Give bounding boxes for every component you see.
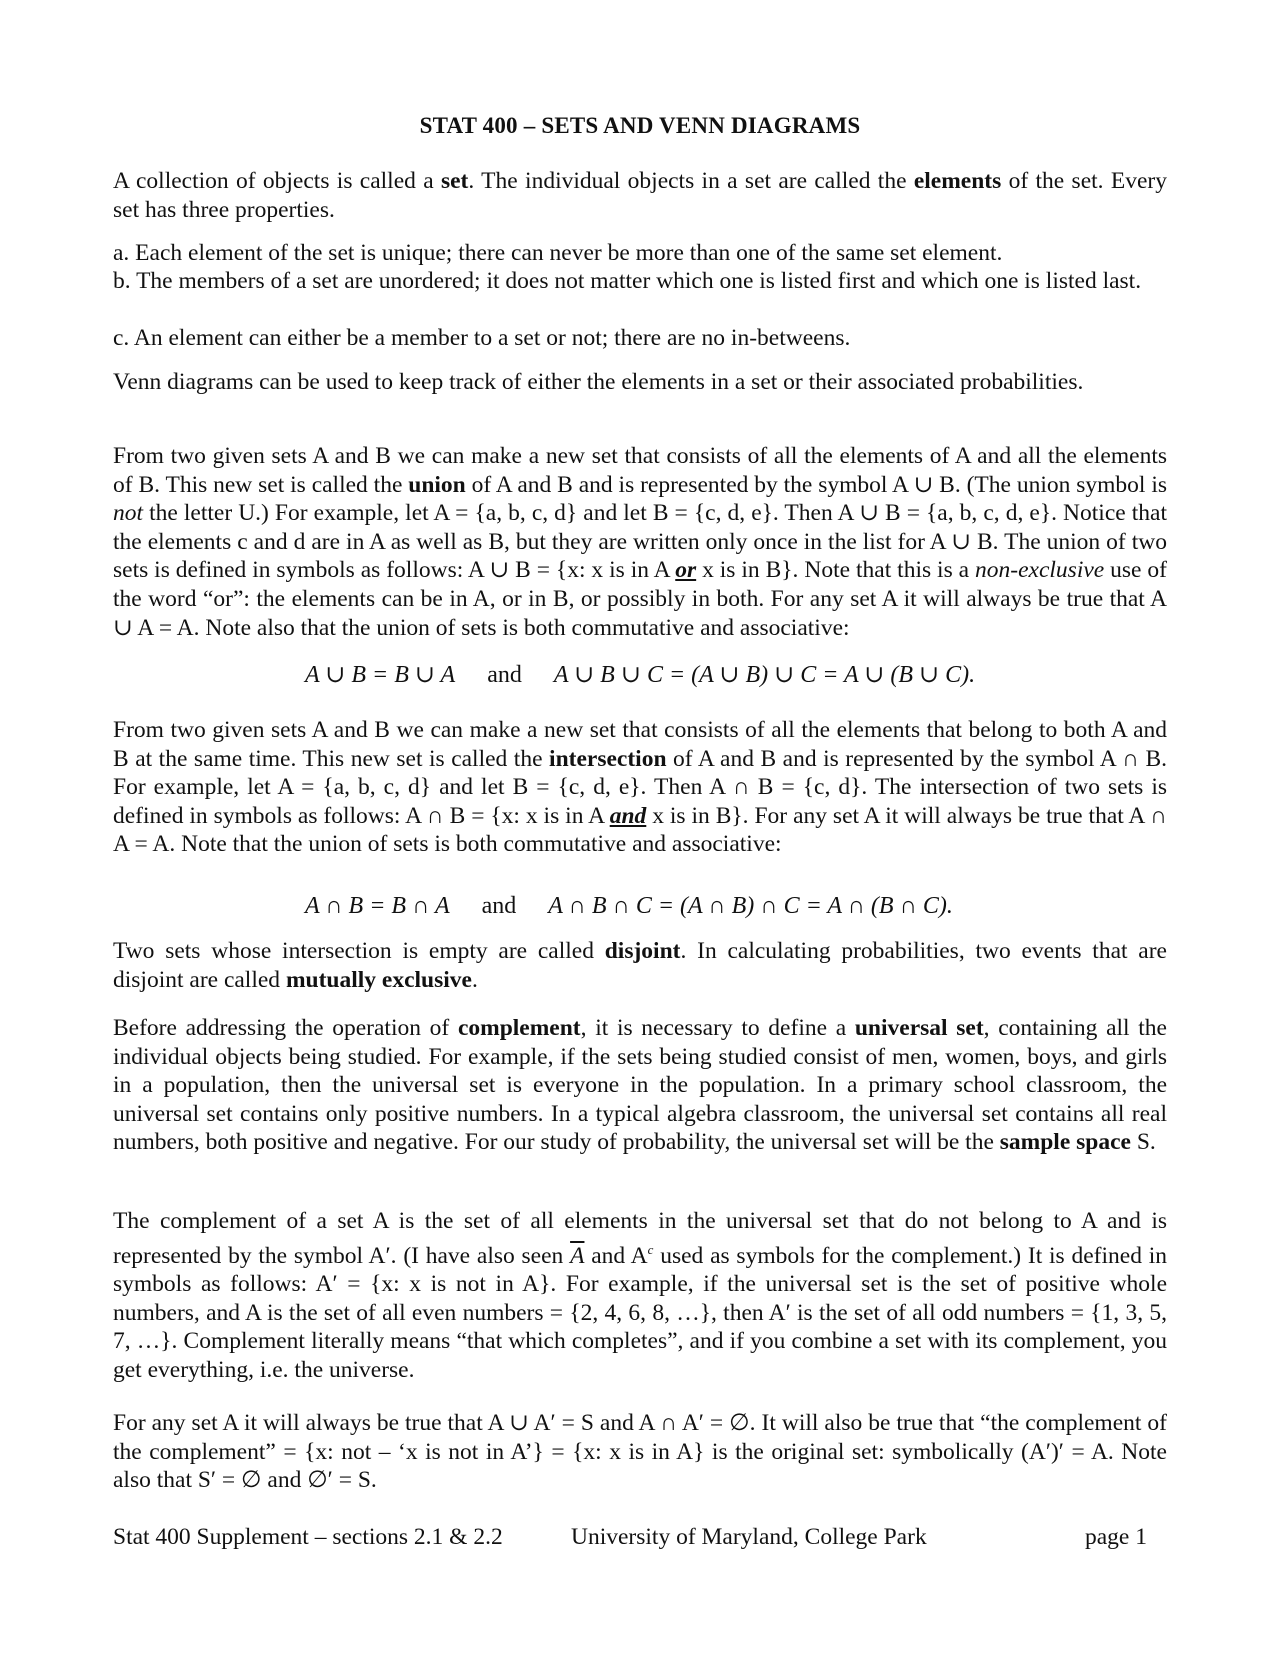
- intersection-text-3: x is in B}. For any set A it will always be true that A ∩ A = A. Note that the union of sets is both commutative and associative:: [113, 802, 1167, 858]
- property-b: b. The members of a set are unordered; it does not matter which one is listed first and which one is listed last.: [113, 268, 1142, 294]
- intersection-eq-right: A ∩ B ∩ C = (A ∩ B) ∩ C = A ∩ (B ∩ C).: [548, 893, 953, 919]
- union-nonexclusive: non-exclusive: [975, 557, 1105, 584]
- universal-text-4: S.: [1130, 1129, 1156, 1156]
- final-paragraph: For any set A it will always be true that A ∪ A′ = S and A ∩ A′ = ∅. It will also be true that “the complement of the complement” = {x: not – ‘x is not in A’} = {x: x is in A} is the original set: symbolically (A′)′ = A. Note also that S′ = ∅ and ∅′ = S.: [113, 1410, 1167, 1494]
- property-a: a. Each element of the set is unique; there can never be more than one of the same set element.: [113, 240, 1003, 266]
- union-paragraph: [113, 442, 1167, 642]
- union-text-2: of A and B and is represented by the symbol A ∪ B. (The union symbol is: [465, 471, 1167, 498]
- footer-page-number: page 1: [1085, 1524, 1147, 1550]
- term-intersection: intersection: [549, 745, 667, 772]
- term-disjoint: disjoint: [604, 938, 681, 964]
- complement-text-3: used as symbols for the complement.) It is defined in symbols as follows: A′ = {x: x is not in A}. For example, if the universal set is the set of positive whole numbers, and A is the set of all even numbers = {2, 4, 6, 8, …}, then A′ is the set of all odd numbers = {1, 3, 5, 7, …}. Complement literally means “that which completes”, and if you combine a set with its complement, you get everything, i.e. the universe.: [113, 1242, 1168, 1383]
- universal-text-3: , containing all the individual objects being studied. For example, if the sets being studied consist of men, women, boys, and girls in a population, then the universal set is everyone in the population. In a primary school classroom, the universal set contains only positive numbers. In a typical algebra classroom, the universal set contains all real numbers, both positive and negative. For our study of probability, the universal set will be the: [113, 1015, 1167, 1156]
- intersection-and-word: and: [609, 802, 647, 829]
- union-eq-and: and: [487, 662, 522, 688]
- intro-text-3: of the set. Every set has three properties.: [113, 168, 1167, 223]
- union-not-word: not: [113, 500, 144, 527]
- term-sample-space: sample space: [999, 1129, 1131, 1156]
- intersection-eq-left: A ∩ B = B ∩ A: [305, 893, 450, 919]
- intersection-eq-and: and: [481, 893, 517, 919]
- union-eq-right: A ∪ B ∪ C = (A ∪ B) ∪ C = A ∪ (B ∪ C).: [553, 662, 976, 688]
- intersection-equation: [305, 891, 953, 921]
- term-elements: elements: [913, 168, 1002, 194]
- union-text-3: the letter U.) For example, let A = {a, b, c, d} and let B = {c, d, e}. Then A ∪ B = {a, b, c, d, e}. Notice that the elements c and d are in A as well as B, but they are written only once in the list for A ∪ B. The union of two sets is defined in symbols as follows: A ∪ B = {x: x is in A: [113, 500, 1167, 584]
- disjoint-text-2: . In calculating probabilities, two events that are disjoint are called: [113, 938, 1167, 993]
- union-eq-left: A ∪ B = B ∪ A: [305, 662, 456, 688]
- term-set: set: [440, 168, 469, 194]
- complement-paragraph: [113, 1207, 1167, 1384]
- union-text-5: use of the word “or”: the elements can be in A, or in B, or possibly in both. For any set A it will always be true that A ∪ A = A. Note also that the union of sets is both commutative and associative:: [113, 557, 1167, 641]
- union-text-4: x is in B}. Note that this is a: [696, 557, 976, 584]
- complement-text-1: The complement of a set A is the set of all elements in the universal set that do not belong to A and is represented by the symbol A′. (I have also seen: [113, 1208, 1167, 1269]
- union-text-1: From two given sets A and B we can make a new set that consists of all the elements of A and all the elements of B. This new set is called the: [113, 443, 1167, 498]
- footer-course: Stat 400 Supplement – sections 2.1 & 2.2: [113, 1524, 503, 1550]
- term-mutually-exclusive: mutually exclusive: [285, 966, 472, 993]
- complement-text-2: and A: [584, 1242, 648, 1269]
- intersection-text-2: of A and B and is represented by the symbol A ∩ B. For example, let A = {a, b, c, d} and let B = {c, d, e}. Then A ∩ B = {c, d}. The intersection of two sets is defined in symbols as follows: A ∩ B = {x: x is in A: [113, 745, 1167, 829]
- page-title: STAT 400 – SETS AND VENN DIAGRAMS: [419, 113, 861, 138]
- intro-text-2: . The individual objects in a set are called the: [468, 168, 914, 194]
- term-complement: complement: [457, 1015, 581, 1041]
- disjoint-text-3: .: [471, 966, 478, 993]
- universal-text-1: Before addressing the operation of: [113, 1015, 458, 1041]
- complement-superscript: c: [647, 1241, 654, 1257]
- disjoint-paragraph: [113, 937, 1167, 994]
- property-c: c. An element can either be a member to a set or not; there are no in-betweens.: [113, 325, 851, 351]
- footer-university: University of Maryland, College Park: [571, 1524, 927, 1550]
- intro-text-1: A collection of objects is called a: [113, 168, 441, 194]
- disjoint-text-1: Two sets whose intersection is empty are called: [113, 938, 605, 964]
- term-union: union: [408, 471, 466, 498]
- term-universal-set: universal set: [854, 1015, 984, 1041]
- intro-paragraph: [113, 167, 1167, 224]
- universal-paragraph: [113, 1014, 1167, 1157]
- union-equation: [305, 660, 975, 690]
- complement-bar-symbol: $\overline{A}$: [570, 1242, 585, 1269]
- universal-text-2: , it is necessary to define a: [580, 1015, 855, 1041]
- intersection-text-1: From two given sets A and B we can make a new set that consists of all the elements that belong to both A and B at the same time. This new set is called the: [113, 717, 1167, 772]
- intersection-paragraph: [113, 716, 1167, 859]
- union-or-word: or: [675, 557, 697, 584]
- venn-note: Venn diagrams can be used to keep track of either the elements in a set or their associated probabilities.: [113, 369, 1084, 395]
